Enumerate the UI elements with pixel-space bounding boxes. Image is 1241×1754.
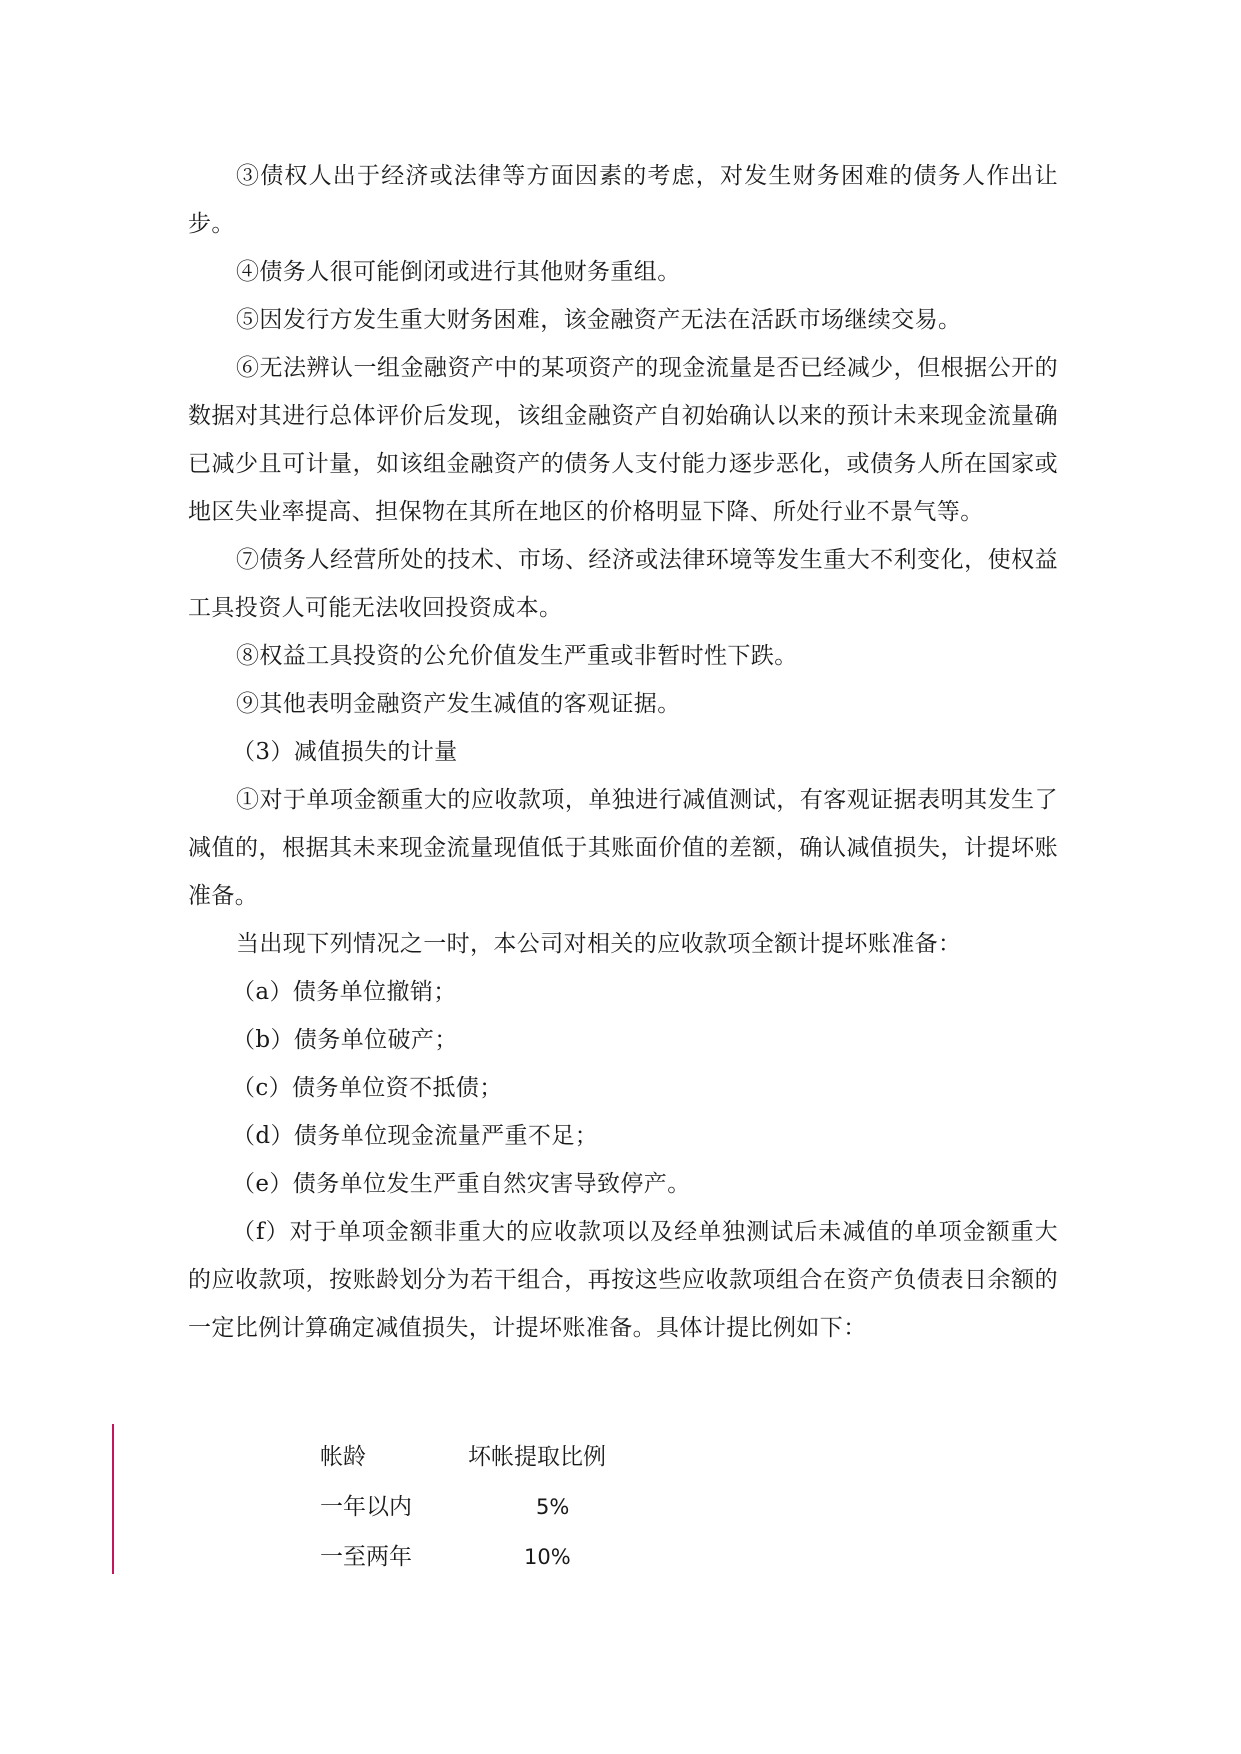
table-header-aging: 帐龄	[320, 1444, 366, 1470]
paragraph-item-5: ⑤因发行方发生重大财务困难，该金融资产无法在活跃市场继续交易。	[236, 307, 962, 333]
paragraph-conditions-intro: 当出现下列情况之一时，本公司对相关的应收款项全额计提坏账准备：	[236, 931, 962, 957]
table-cell-ratio: 5%	[536, 1495, 570, 1519]
table-row	[320, 1482, 720, 1532]
table-row	[320, 1532, 720, 1582]
condition-d: （d）债务单位现金流量严重不足；	[232, 1123, 599, 1149]
paragraph-item-6: ⑥无法辨认一组金融资产中的某项资产的现金流量是否已经减少，但根据公开的数据对其进行总体评价后发现，该组金融资产自初始确认以来的预计未来现金流量确已减少且可计量，如该组金融资产的债务人支付能力逐步恶化，或债务人所在国家或地区失业率提高、担保物在其所在地区的价格明显下降、所处行业不景气等。	[188, 355, 1058, 525]
condition-a: （a）债务单位撤销；	[232, 979, 457, 1005]
paragraph-item-7: ⑦债务人经营所处的技术、市场、经济或法律环境等发生重大不利变化，使权益工具投资人可能无法收回投资成本。	[188, 547, 1058, 621]
table-cell-aging: 一年以内	[320, 1494, 412, 1520]
paragraph-item-9: ⑨其他表明金融资产发生减值的客观证据。	[236, 691, 681, 717]
condition-f: （f）对于单项金额非重大的应收款项以及经单独测试后未减值的单项金额重大的应收款项，按账龄划分为若干组合，再按这些应收款项组合在资产负债表日余额的一定比例计算确定减值损失，计提坏账准备。具体计提比例如下：	[188, 1219, 1058, 1341]
aging-ratio-table	[320, 1432, 720, 1582]
table-cell-aging: 一至两年	[320, 1544, 412, 1570]
paragraph-item-4: ④债务人很可能倒闭或进行其他财务重组。	[236, 259, 681, 285]
condition-b: （b）债务单位破产；	[232, 1027, 458, 1053]
paragraph-item-8: ⑧权益工具投资的公允价值发生严重或非暂时性下跌。	[236, 643, 798, 669]
revision-margin-bar	[112, 1424, 114, 1574]
section-heading: （3）减值损失的计量	[232, 739, 458, 765]
table-header-row	[320, 1432, 720, 1482]
table-header-ratio: 坏帐提取比例	[468, 1444, 606, 1470]
table-cell-ratio: 10%	[524, 1545, 571, 1569]
paragraph-item-1: ①对于单项金额重大的应收款项，单独进行减值测试，有客观证据表明其发生了减值的，根据其未来现金流量现值低于其账面价值的差额，确认减值损失，计提坏账准备。	[188, 787, 1058, 909]
paragraph-item-3: ③债权人出于经济或法律等方面因素的考虑，对发生财务困难的债务人作出让步。	[188, 163, 1058, 237]
condition-e: （e）债务单位发生严重自然灾害导致停产。	[232, 1171, 691, 1197]
condition-c: （c）债务单位资不抵债；	[232, 1075, 503, 1101]
document-body	[188, 152, 1058, 1352]
